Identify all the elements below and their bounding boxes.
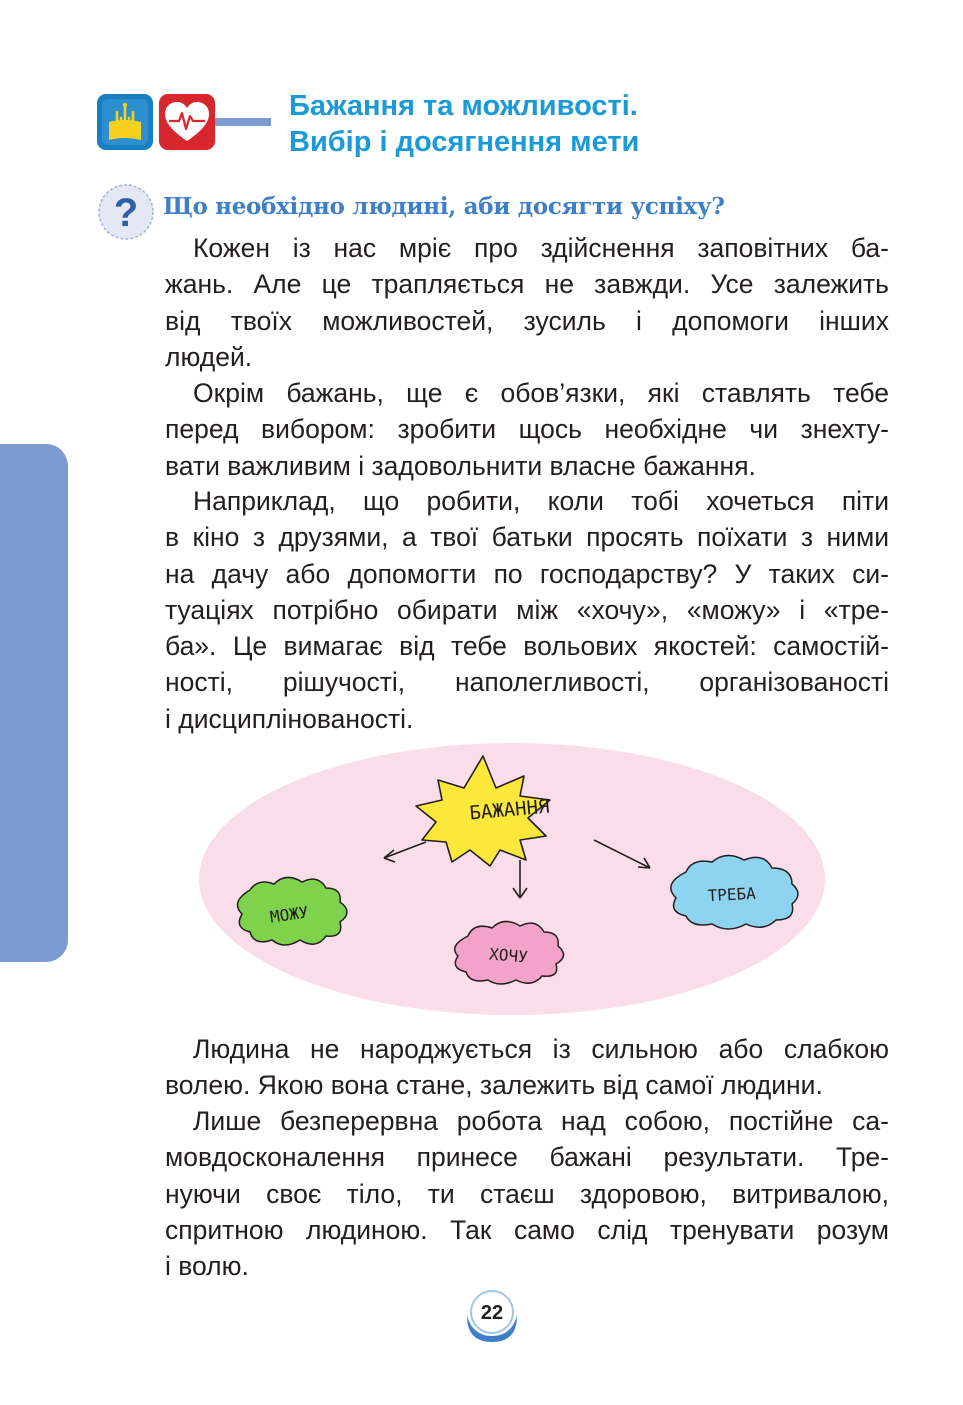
text-line: і волю. — [165, 1251, 249, 1282]
text-line: туаціях потрібно обирати між «хочу», «можу» і «тре- — [165, 594, 889, 625]
text-line: Людина не народжується із сильною або слабкою — [193, 1034, 889, 1064]
text-line: вати важливим і задовольнити власне бажання. — [165, 450, 756, 481]
paragraph-3 — [165, 483, 889, 737]
text-line: Наприклад, що робити, коли тобі хочеться піти — [193, 486, 889, 516]
text-line: на дачу або допомогти по господарству? У таких си- — [165, 558, 889, 589]
text-line: жань. Але це трапляється не завжди. Усе залежить — [165, 269, 889, 300]
text-line: мовдосконалення принесе бажані результати. Тре- — [165, 1142, 889, 1173]
ukraine-trident-icon — [97, 94, 153, 150]
text-line: спритною людиною. Так само слід тренувати розум — [165, 1214, 889, 1245]
page-number: 22 — [480, 1302, 504, 1324]
text-line: Окрім бажань, ще є обов’язки, які ставлять тебе — [193, 378, 889, 408]
label-want: ХОЧУ — [488, 944, 529, 967]
text-line: нуючи своє тіло, ти стаєш здоровою, витривалою, — [165, 1178, 889, 1209]
header-divider — [215, 118, 271, 126]
text-line: перед вибором: зробити щось необхідне чи знехту- — [165, 414, 889, 445]
side-tab — [0, 444, 68, 962]
text-line: в кіно з друзями, а твої батьки просять поїхати з ними — [165, 522, 889, 553]
lesson-question: Що необхідно людині, аби досягти успіху? — [163, 193, 725, 220]
text-line: від твоїх можливостей, зусиль і допомоги інших — [165, 305, 889, 336]
text-line: Лише безперервна робота над собою, постійне са- — [193, 1106, 889, 1136]
text-line: Кожен із нас мріє про здійснення заповітних ба- — [193, 233, 889, 263]
text-line: ності, рішучості, наполегливості, організованості — [165, 667, 889, 698]
question-mark-icon — [97, 183, 155, 241]
svg-text:?: ? — [113, 191, 139, 235]
label-can: МОЖУ — [268, 902, 310, 927]
wishes-diagram — [198, 742, 826, 1016]
label-need: ТРЕБА — [707, 883, 757, 906]
heart-pulse-icon — [159, 94, 215, 150]
page-title-line2: Вибір і досягнення мети — [289, 126, 640, 158]
page-title-line1: Бажання та можливості. — [289, 90, 638, 122]
text-line: і дисциплінованості. — [165, 703, 414, 734]
text-line: ба». Це вимагає від тебе вольових якостей: самостій- — [165, 631, 889, 662]
text-line: волею. Якою вона стане, залежить від самої людини. — [165, 1070, 823, 1101]
paragraph-5 — [165, 1103, 889, 1284]
text-line: людей. — [165, 341, 253, 372]
page-number-badge — [461, 1288, 523, 1346]
paragraph-4 — [165, 1031, 889, 1104]
paragraph-2 — [165, 375, 889, 484]
paragraph-1 — [165, 230, 889, 375]
label-wish: БАЖАННЯ — [468, 795, 551, 825]
